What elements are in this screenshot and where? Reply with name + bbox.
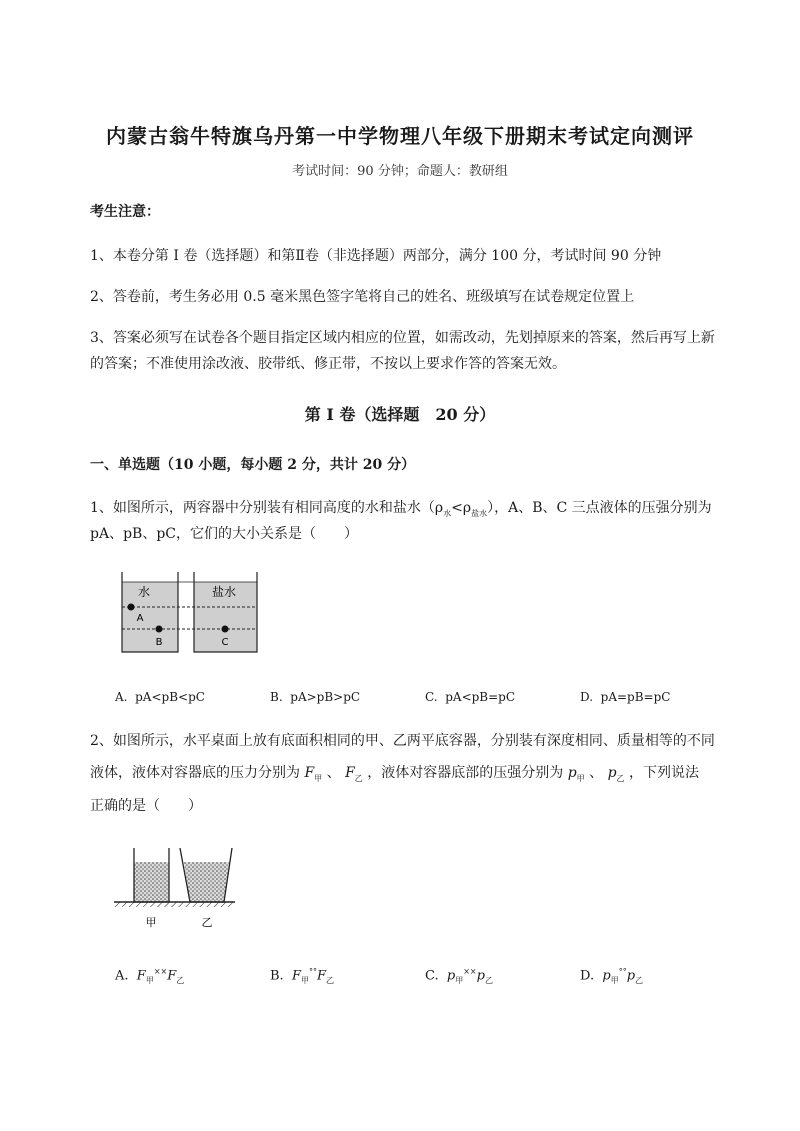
- q1-stem-line2: pA、pB、pC，它们的大小关系是（ ）: [90, 526, 358, 542]
- section-title: 第 I 卷（选择题 20 分）: [304, 405, 496, 424]
- label-jia: 甲: [145, 916, 157, 929]
- q1-figure: [118, 570, 263, 655]
- part-heading: 一、单选题（10 小题，每小题 2 分，共计 20 分）: [90, 457, 416, 473]
- point-b-dot: [156, 626, 163, 633]
- label-water: 水: [137, 585, 151, 599]
- point-a-dot: [128, 604, 135, 611]
- notice-item-1: 1、本卷分第 I 卷（选择题）和第Ⅱ卷（非选择题）两部分，满分 100 分，考试时间 90 分钟: [90, 248, 662, 264]
- label-point-a: A: [136, 613, 144, 624]
- point-c-dot: [222, 626, 229, 633]
- notice-item-2: 2、答卷前，考生务必用 0.5 毫米黑色签字笔将自己的姓名、班级填写在试卷规定位置上: [90, 289, 635, 305]
- yi-liquid: [184, 862, 229, 902]
- notice-item-3-cont: 的答案；不准使用涂改液、胶带纸、修正带，不按以上要求作答的答案无效。: [90, 356, 566, 372]
- label-saltwater: 盐水: [211, 585, 237, 599]
- exam-subtitle: 考试时间：90 分钟；命题人：教研组: [292, 164, 508, 179]
- q2-option-c[interactable]: C. $p_甲^{\times\times}p_乙$: [425, 967, 493, 985]
- label-yi: 乙: [201, 916, 213, 929]
- q2-option-d[interactable]: D. $p_甲^{^\circ^\circ}p_乙$: [580, 967, 644, 985]
- label-point-b: B: [155, 637, 163, 648]
- notice-heading: 考生注意：: [90, 204, 160, 220]
- q2-option-b[interactable]: B. $F_甲^{^\circ^\circ}F_乙$: [270, 967, 335, 985]
- q1-option-a[interactable]: A. pA<pB<pC: [115, 690, 205, 704]
- q2-stem-line3: 正确的是（ ）: [90, 798, 202, 814]
- q1-stem-line1: 1、如图所示，两容器中分别装有相同高度的水和盐水$(\rho_水<\rho_{盐水})$，A、B、C 三点液体的压强分别为: [90, 500, 712, 518]
- q2-option-a[interactable]: A. $F_甲^{\times\times}F_乙$: [115, 967, 185, 985]
- jia-liquid: [134, 862, 169, 902]
- q1-option-c[interactable]: C. pA<pB=pC: [425, 690, 516, 704]
- q2-stem-line1: 2、如图所示，水平桌面上放有底面积相同的甲、乙两平底容器，分别装有深度相同、质量相等的不同: [90, 733, 715, 749]
- q2-figure: [112, 846, 237, 931]
- q1-option-b[interactable]: B. pA>pB>pC: [270, 690, 361, 704]
- label-point-c: C: [221, 637, 229, 648]
- exam-title: 内蒙古翁牛特旗乌丹第一中学物理八年级下册期末考试定向测评: [106, 124, 694, 148]
- notice-item-3: 3、答案必须写在试卷各个题目指定区域内相应的位置，如需改动，先划掉原来的答案，然后再写上新: [90, 330, 715, 346]
- q2-stem-line2: 液体，液体对容器底的压力分别为 $F_甲$ 、 $F_乙$ ，液体对容器底部的压强分别为 $p_甲$ 、 $p_乙$ ，下列说法: [90, 765, 699, 783]
- q1-option-d[interactable]: D. pA=pB=pC: [580, 690, 671, 704]
